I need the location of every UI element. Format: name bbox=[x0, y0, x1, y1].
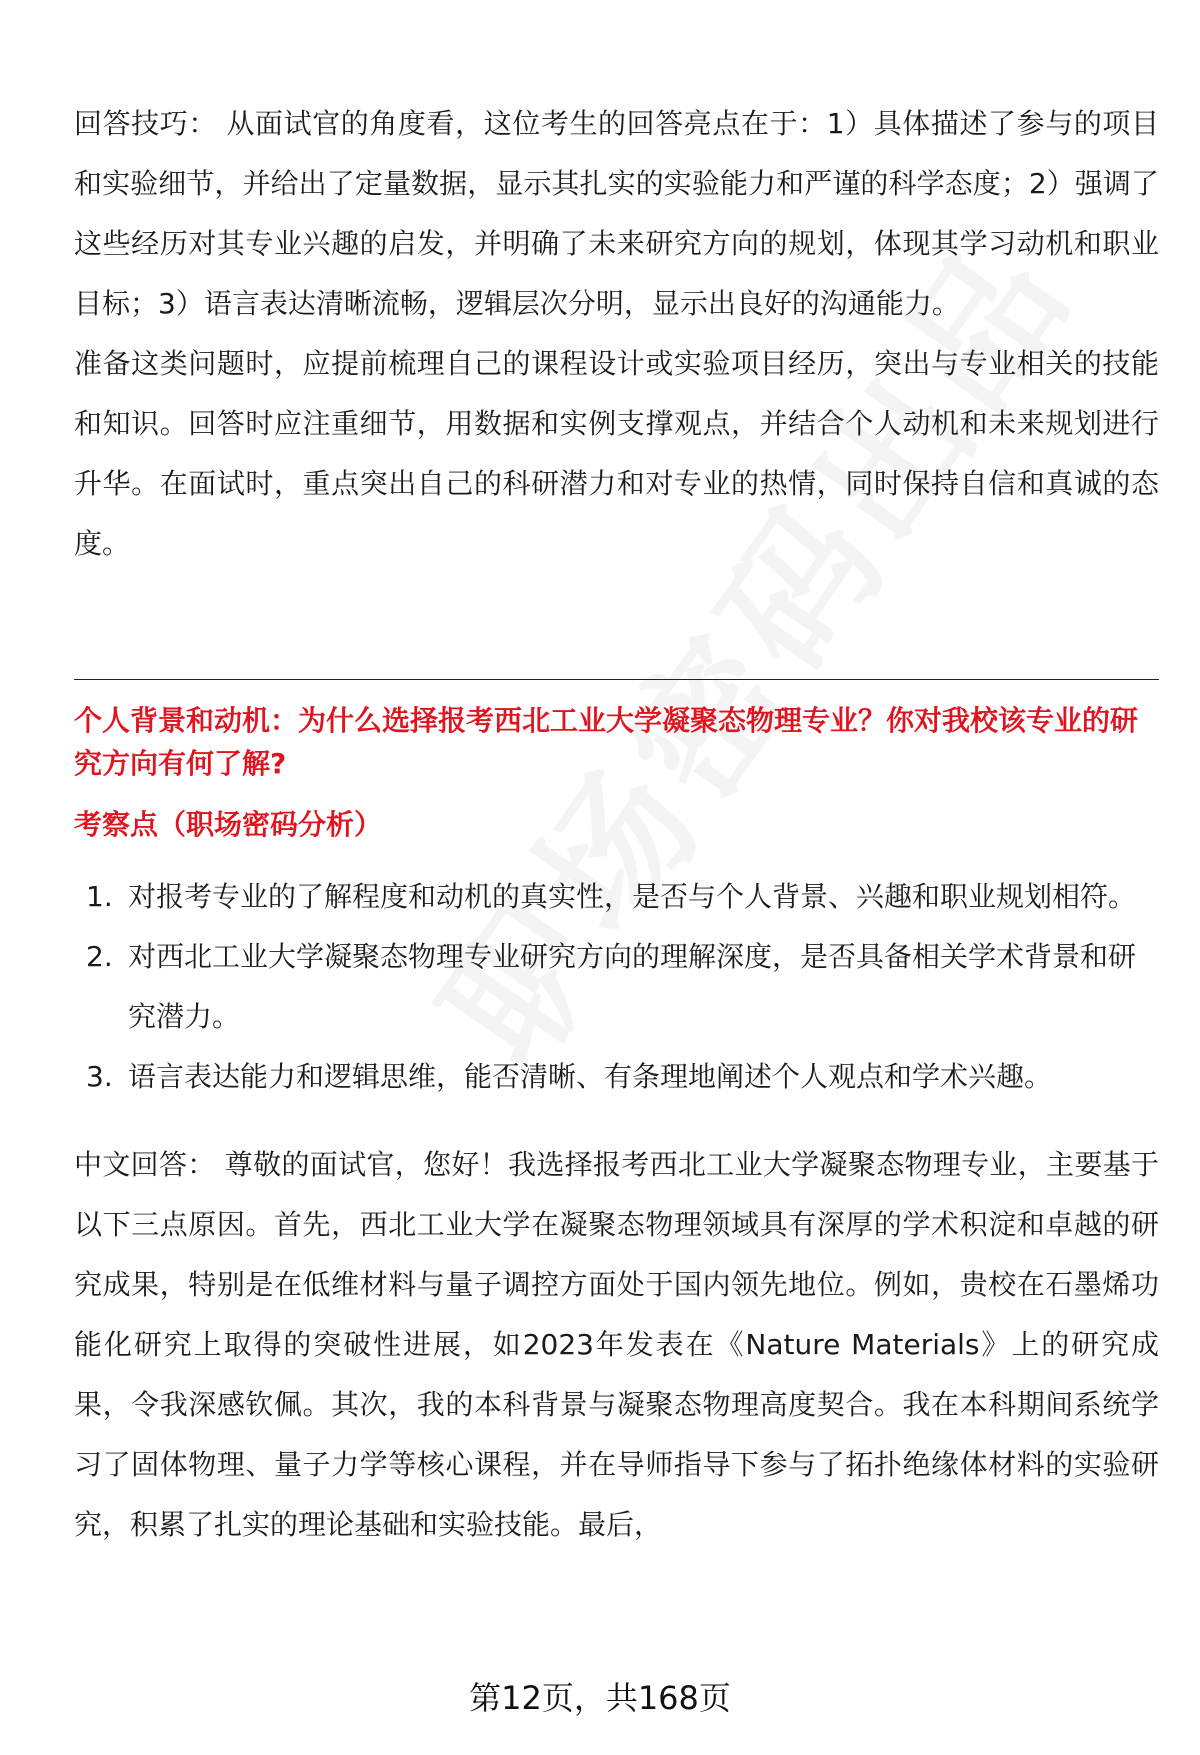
list-item-number: 1. bbox=[86, 880, 113, 913]
section-divider bbox=[74, 679, 1159, 680]
intro-section bbox=[74, 94, 1159, 574]
list-item-number: 2. bbox=[86, 940, 113, 973]
list-item-text: 对报考专业的了解程度和动机的真实性，是否与个人背景、兴趣和职业规划相符。 bbox=[128, 880, 1137, 913]
question-title: 个人背景和动机：为什么选择报考西北工业大学凝聚态物理专业？你对我校该专业的研究方向有何了解? bbox=[74, 704, 1139, 780]
list-item bbox=[74, 927, 1159, 1047]
list-item-number: 3. bbox=[86, 1060, 113, 1093]
assessment-points-list bbox=[74, 867, 1159, 1107]
answer-paragraph: 中文回答： 尊敬的面试官，您好！我选择报考西北工业大学凝聚态物理专业，主要基于以下三点原因。首先，西北工业大学在凝聚态物理领域具有深厚的学术积淀和卓越的研究成果，特别是在低维材料与量子调控方面处于国内领先地位。例如，贵校在石墨烯功能化研究上取得的突破性进展，如2023年发表在《Nature Materials》上的研究成果，令我深感钦佩。其次，我的本科背景与凝聚态物理高度契合。我在本科期间系统学习了固体物理、量子力学等核心课程，并在导师指导下参与了拓扑绝缘体材料的实验研究，积累了扎实的理论基础和实验技能。最后， bbox=[74, 1148, 1159, 1541]
tips-paragraph: 回答技巧： 从面试官的角度看，这位考生的回答亮点在于：1）具体描述了参与的项目和实验细节，并给出了定量数据，显示其扎实的实验能力和严谨的科学态度；2）强调了这些经历对其专业兴趣的启发，并明确了未来研究方向的规划，体现其学习动机和职业目标；3）语言表达清晰流畅，逻辑层次分明，显示出良好的沟通能力。 bbox=[74, 107, 1159, 320]
list-item bbox=[74, 867, 1159, 927]
page-number: 第12页，共168页 bbox=[469, 1679, 731, 1717]
list-item-text: 语言表达能力和逻辑思维，能否清晰、有条理地阐述个人观点和学术兴趣。 bbox=[128, 1060, 1053, 1093]
prep-paragraph: 准备这类问题时，应提前梳理自己的课程设计或实验项目经历，突出与专业相关的技能和知识。回答时应注重细节，用数据和实例支撑观点，并结合个人动机和未来规划进行升华。在面试时，重点突出自己的科研潜力和对专业的热情，同时保持自信和真诚的态度。 bbox=[74, 347, 1159, 560]
assessment-subheading: 考察点（职场密码分析） bbox=[74, 808, 383, 841]
list-item-text: 对西北工业大学凝聚态物理专业研究方向的理解深度，是否具备相关学术背景和研究潜力。 bbox=[128, 940, 1137, 1033]
question-section bbox=[74, 699, 1159, 1555]
list-item bbox=[74, 1047, 1159, 1107]
